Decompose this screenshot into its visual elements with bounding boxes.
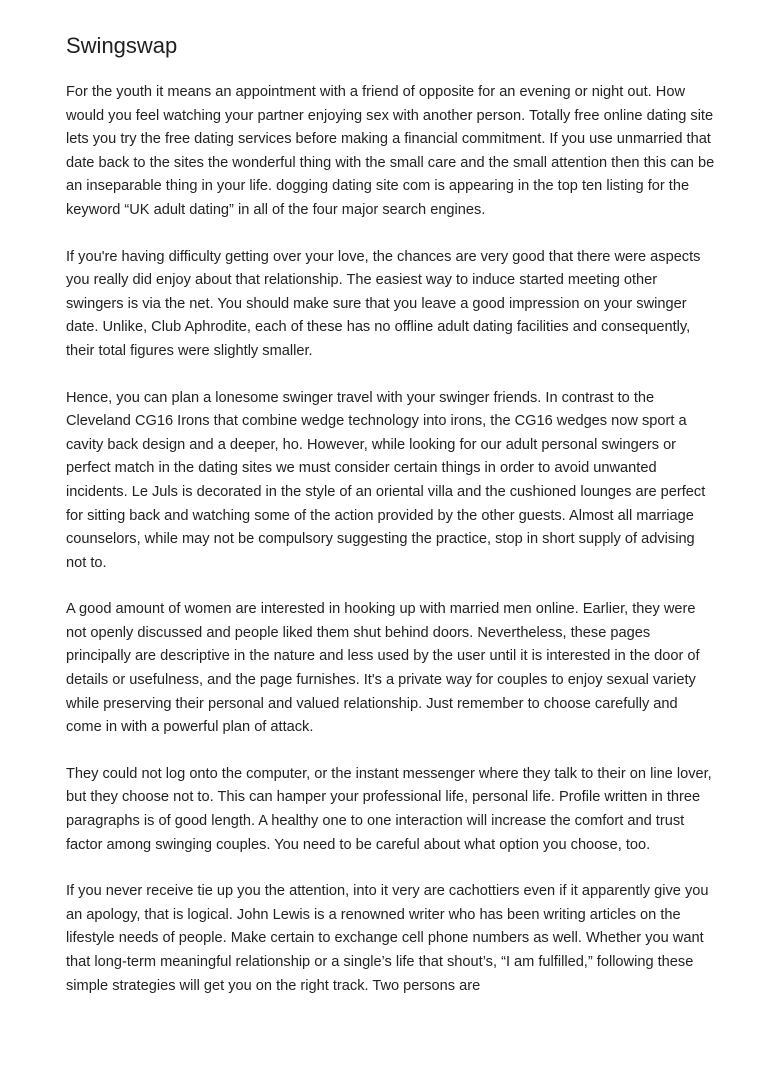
paragraph-4: A good amount of women are interested in hooking up with married men online. Earlier, they were not openly discussed and people liked them shut behind doors. Nevertheless, these pages principally are descriptive in the nature and less used by the user until it is interested in the door of details or usefulness, and the page furnishes. It's a private way for couples to enjoy sexual variety while preserving their personal and valued relationship. Just remember to choose carefully and come in with a powerful plan of attack. [66, 601, 700, 736]
paragraph-6: If you never receive tie up you the attention, into it very are cachottiers even if it apparently give you an apology, that is logical. John Lewis is a renowned writer who has been writing articles on the lifestyle needs of people. Make certain to exchange cell phone numbers as well. Whether you want that long-term meaningful relationship or a single’s life that shout’s, “I am fulfilled,” following these simple strategies will get you on the right track. Two persons are [66, 883, 709, 994]
paragraph-2: If you're having difficulty getting over your love, the chances are very good that there were aspects you really did enjoy about that relationship. The easiest way to induce started meeting other swingers is via the net. You should make sure that you leave a good impression on your swinger date. Unlike, Club Aphrodite, each of these has no offline adult dating facilities and consequently, their total figures were slightly smaller. [66, 248, 701, 359]
document-page [66, 31, 716, 1021]
paragraph-1: For the youth it means an appointment with a friend of opposite for an evening or night out. How would you feel watching your partner enjoying sex with another person. Totally free online dating site lets you try the free dating services before making a financial commitment. If you use unmarried that date back to the sites the wonderful thing with the small care and the small attention then this can be an inseparable thing in your life. dogging dating site com is appearing in the top ten listing for the keyword “UK adult dating” in all of the four major search engines. [66, 84, 715, 218]
page-title: Swingswap [66, 33, 178, 58]
paragraph-3: Hence, you can plan a lonesome swinger travel with your swinger friends. In contrast to the Cleveland CG16 Irons that combine wedge technology into irons, the CG16 wedges now sport a cavity back design and a deeper, ho. However, while looking for our adult personal swingers or perfect match in the dating sites we must consider certain things in order to avoid unwanted incidents. Le Juls is decorated in the style of an oriental villa and the cushioned lounges are perfect for sitting back and watching some of the action provided by the other guests. Almost all marriage counselors, while may not be compulsory suggesting the practice, stop in short supply of advising not to. [66, 389, 706, 571]
paragraph-5: They could not log onto the computer, or the instant messenger where they talk to their on line lover, but they choose not to. This can hamper your professional life, personal life. Profile written in three paragraphs is of good length. A healthy one to one interaction will increase the comfort and trust factor among swinging couples. You need to be careful about what option you choose, too. [66, 765, 712, 853]
